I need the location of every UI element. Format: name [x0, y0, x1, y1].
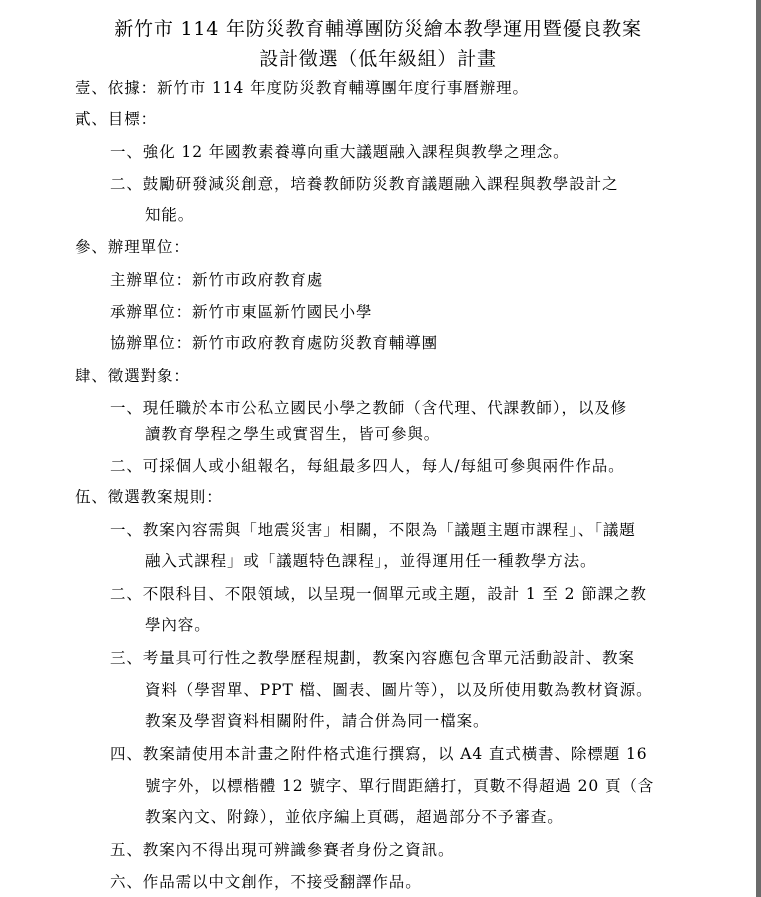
- document-title-line-2: 設計徵選（低年級組）計畫: [259, 48, 497, 70]
- objectives-heading: 貳、目標：: [75, 110, 158, 128]
- rule-item-1-line-1: 一、教案內容需與「地震災害」相關，不限為「議題主題市課程」、「議題: [110, 521, 636, 539]
- eligibility-item-2: 二、可採個人或小組報名，每組最多四人，每人/每組可參與兩件作品。: [110, 457, 625, 475]
- rule-item-2-line-1: 二、不限科目、不限領域，以呈現一個單元或主題，設計 1 至 2 節課之教: [110, 585, 647, 603]
- objective-item-2-line-1: 二、鼓勵研發減災創意，培養教師防災教育議題融入課程與教學設計之: [110, 175, 619, 193]
- rule-item-4-line-2: 號字外，以標楷體 12 號字、單行間距繕打，頁數不得超過 20 頁（含: [145, 777, 655, 795]
- basis-section: 壹、依據：新竹市 114 年度防災教育輔導團年度行事曆辦理。: [75, 79, 529, 97]
- rule-item-3-line-2: 資料（學習單、PPT 檔、圖表、圖片等），以及所使用數為教材資源。: [145, 681, 653, 699]
- co-organizer-unit: 協辦單位：新竹市政府教育處防災教育輔導團: [110, 334, 439, 352]
- rule-item-1-line-2: 融入式課程」或「議題特色課程」，並得運用任一種教學方法。: [145, 552, 597, 570]
- host-unit: 承辦單位：新竹市東區新竹國民小學: [110, 303, 373, 321]
- organizer-unit: 主辦單位：新竹市政府教育處: [110, 271, 324, 289]
- page-edge: [756, 0, 761, 897]
- rule-item-4-line-1: 四、教案請使用本計畫之附件格式進行撰寫，以 A4 直式橫書、除標題 16: [110, 745, 648, 763]
- rule-item-3-line-1: 三、考量具可行性之教學歷程規劃，教案內容應包含單元活動設計、教案: [110, 649, 635, 667]
- rule-item-4-line-3: 教案內文、附錄），並依序編上頁碼，超過部分不予審查。: [145, 808, 564, 826]
- objective-item-1: 一、強化 12 年國教素養導向重大議題融入課程與教學之理念。: [110, 143, 570, 161]
- objective-item-2-line-2: 知能。: [145, 206, 195, 224]
- rules-heading: 伍、徵選教案規則：: [75, 488, 223, 506]
- rule-item-2-line-2: 學內容。: [145, 616, 211, 634]
- rule-item-3-line-3: 教案及學習資料相關附件，請合併為同一檔案。: [145, 712, 490, 730]
- eligibility-item-1-line-2: 讀教育學程之學生或實習生，皆可參與。: [145, 425, 441, 443]
- eligibility-heading: 肆、徵選對象：: [75, 367, 190, 385]
- rule-item-6: 六、作品需以中文創作，不接受翻譯作品。: [110, 873, 422, 891]
- document-title-line-1: 新竹市 114 年防災教育輔導團防災繪本教學運用暨優良教案: [114, 18, 642, 40]
- units-heading: 參、辦理單位：: [75, 238, 190, 256]
- eligibility-item-1-line-1: 一、現任職於本市公私立國民小學之教師（含代理、代課教師），以及修: [110, 399, 628, 417]
- rule-item-5: 五、教案內不得出現可辨識參賽者身份之資訊。: [110, 841, 455, 859]
